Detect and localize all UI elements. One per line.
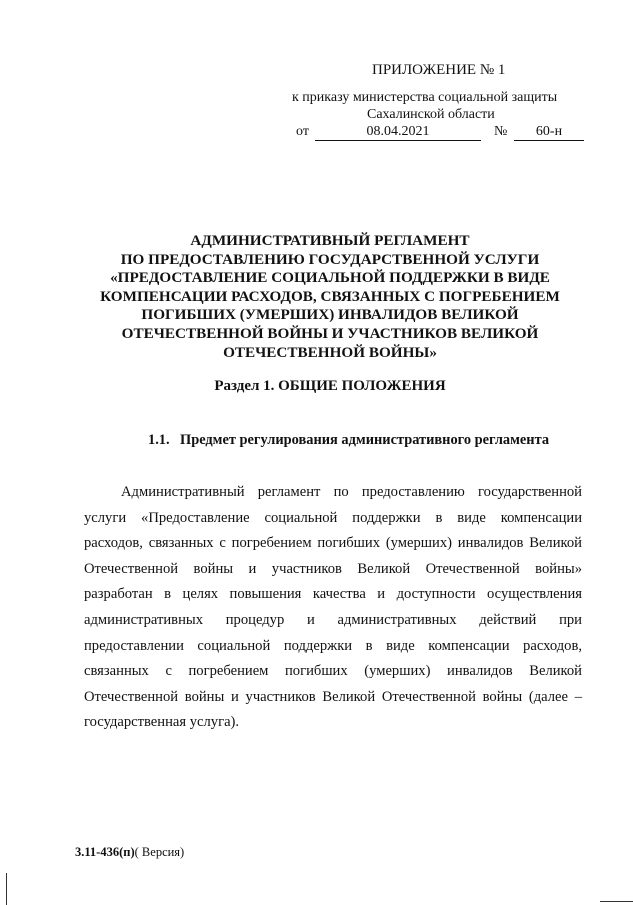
body-line: государственная услуга). <box>84 714 240 731</box>
body-line: связанных с погребением погибших (умерших) инвалидов Великой <box>84 663 582 680</box>
body-line: Административный регламент по предоставлению государственной <box>121 484 582 500</box>
title-line: АДМИНИСТРАТИВНЫЙ РЕГЛАМЕНТ <box>190 232 470 249</box>
order-from-label: от <box>296 124 309 139</box>
document-code: 3.11-436(п) <box>75 845 135 859</box>
appendix-order-reference: к приказу министерства социальной защиты <box>292 90 558 105</box>
subsection-heading <box>148 432 549 449</box>
subsection-title: Предмет регулирования административного регламента <box>180 432 550 448</box>
title-line: ПОГИБШИХ (УМЕРШИХ) ИНВАЛИДОВ ВЕЛИКОЙ <box>141 306 519 324</box>
version-footer <box>75 845 184 860</box>
order-date: 08.04.2021 <box>315 124 481 141</box>
scan-edge-mark <box>600 901 633 902</box>
title-line: КОМПЕНСАЦИИ РАСХОДОВ, СВЯЗАННЫХ С ПОГРЕБЕНИЕМ <box>100 287 560 305</box>
body-line: услуги «Предоставление социальной поддержки в виде компенсации <box>84 509 582 526</box>
body-line: административных процедур и административных действий при <box>84 611 582 628</box>
section-heading: Раздел 1. ОБЩИЕ ПОЛОЖЕНИЯ <box>214 378 446 394</box>
body-paragraph <box>84 480 582 736</box>
body-line: расходов, связанных с погребением погибших (умерших) инвалидов Великой <box>84 535 582 552</box>
order-number-label: № <box>494 124 508 139</box>
scan-edge-mark <box>6 873 7 905</box>
body-line: предоставлении социальной поддержки в виде компенсации расходов, <box>84 637 582 654</box>
title-line: «ПРЕДОСТАВЛЕНИЕ СОЦИАЛЬНОЙ ПОДДЕРЖКИ В ВИДЕ <box>110 269 550 287</box>
title-line: ОТЕЧЕСТВЕННОЙ ВОЙНЫ И УЧАСТНИКОВ ВЕЛИКОЙ <box>121 324 539 342</box>
version-label: ( Версия) <box>134 845 185 859</box>
subsection-number: 1.1. <box>148 432 170 448</box>
document-title <box>60 232 600 362</box>
title-line: ПО ПРЕДОСТАВЛЕНИЮ ГОСУДАРСТВЕННОЙ УСЛУГИ <box>120 250 540 268</box>
appendix-title: ПРИЛОЖЕНИЕ № 1 <box>372 62 506 78</box>
appendix-region: Сахалинской области <box>367 107 495 122</box>
body-line: Отечественной войны и участников Великой Отечественной войны» <box>84 560 582 577</box>
body-line: Отечественной войны и участников Великой Отечественной войны (далее – <box>84 688 582 705</box>
order-number: 60-н <box>514 124 584 141</box>
title-line: ОТЕЧЕСТВЕННОЙ ВОЙНЫ» <box>223 343 437 361</box>
body-line: разработан в целях повышения качества и доступности осуществления <box>84 586 582 603</box>
